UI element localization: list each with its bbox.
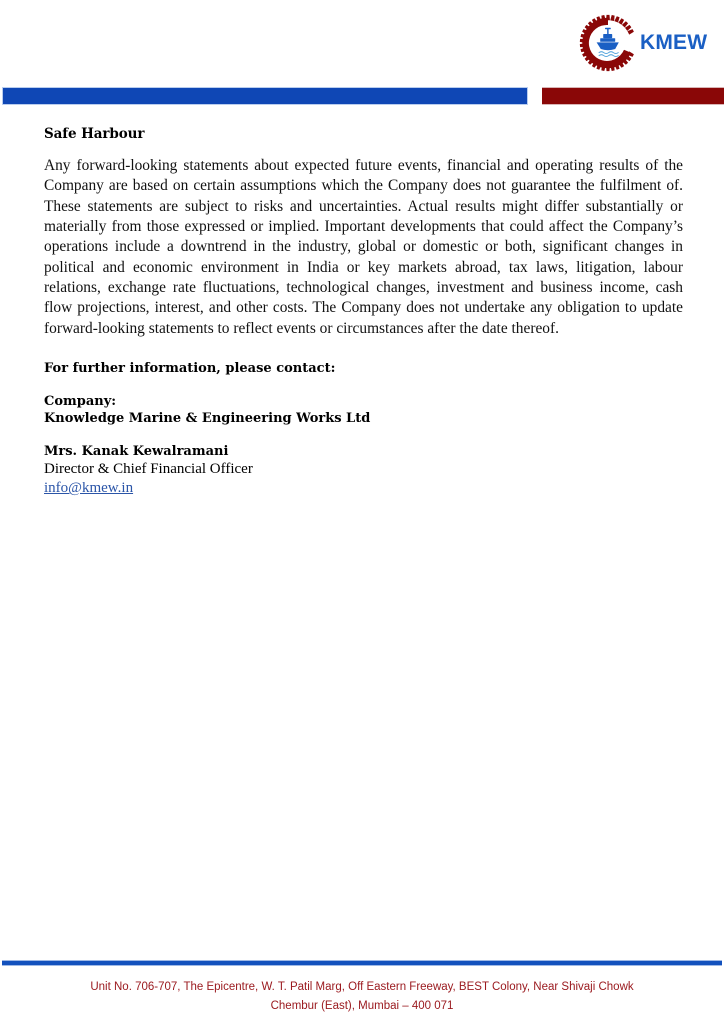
company-logo (560, 0, 724, 86)
page-title: Safe Harbour (44, 126, 145, 142)
company-name: Knowledge Marine & Engineering Works Ltd (44, 411, 371, 427)
header-bar-red (542, 87, 724, 105)
header-bar-blue (2, 87, 528, 105)
footer-address (0, 978, 724, 1016)
contact-person-title: Director & Chief Financial Officer (44, 461, 253, 478)
document-body (44, 126, 683, 513)
footer-divider (2, 960, 722, 966)
footer-address-line-2: Chembur (East), Mumbai – 400 071 (270, 1000, 454, 1012)
contact-email-link[interactable]: info@kmew.in (44, 480, 134, 497)
person-contact-block (44, 443, 683, 497)
contact-lead-text: For further information, please contact: (44, 360, 336, 376)
footer-address-line-1: Unit No. 706-707, The Epicentre, W. T. Patil Marg, Off Eastern Freeway, BEST Colony, Near Shivaji Chowk (90, 981, 634, 993)
contact-person-name: Mrs. Kanak Kewalramani (44, 444, 229, 460)
company-label: Company: (44, 394, 117, 410)
safe-harbour-disclaimer: Any forward-looking statements about expected future events, financial and operating results of the Company are based on certain assumptions which the Company does not guarantee the fulfilment of. These statements are subject to risks and uncertainties. Actual results might differ substantially or materially from those expressed or implied. Important developments that could affect the Company’s operations include a downtrend in the industry, global or domestic or both, significant changes in political and economic environment in India or key markets abroad, tax laws, litigation, labour relations, exchange rate fluctuations, technological changes, investment and business income, cash flow projections, interest, and other costs. The Company does not undertake any obligation to update forward-looking statements to reflect events or circumstances after the date thereof. (44, 157, 683, 337)
logo-wordmark: KMEW (640, 30, 708, 54)
gear-icon (578, 13, 638, 73)
company-contact-block (44, 393, 683, 427)
